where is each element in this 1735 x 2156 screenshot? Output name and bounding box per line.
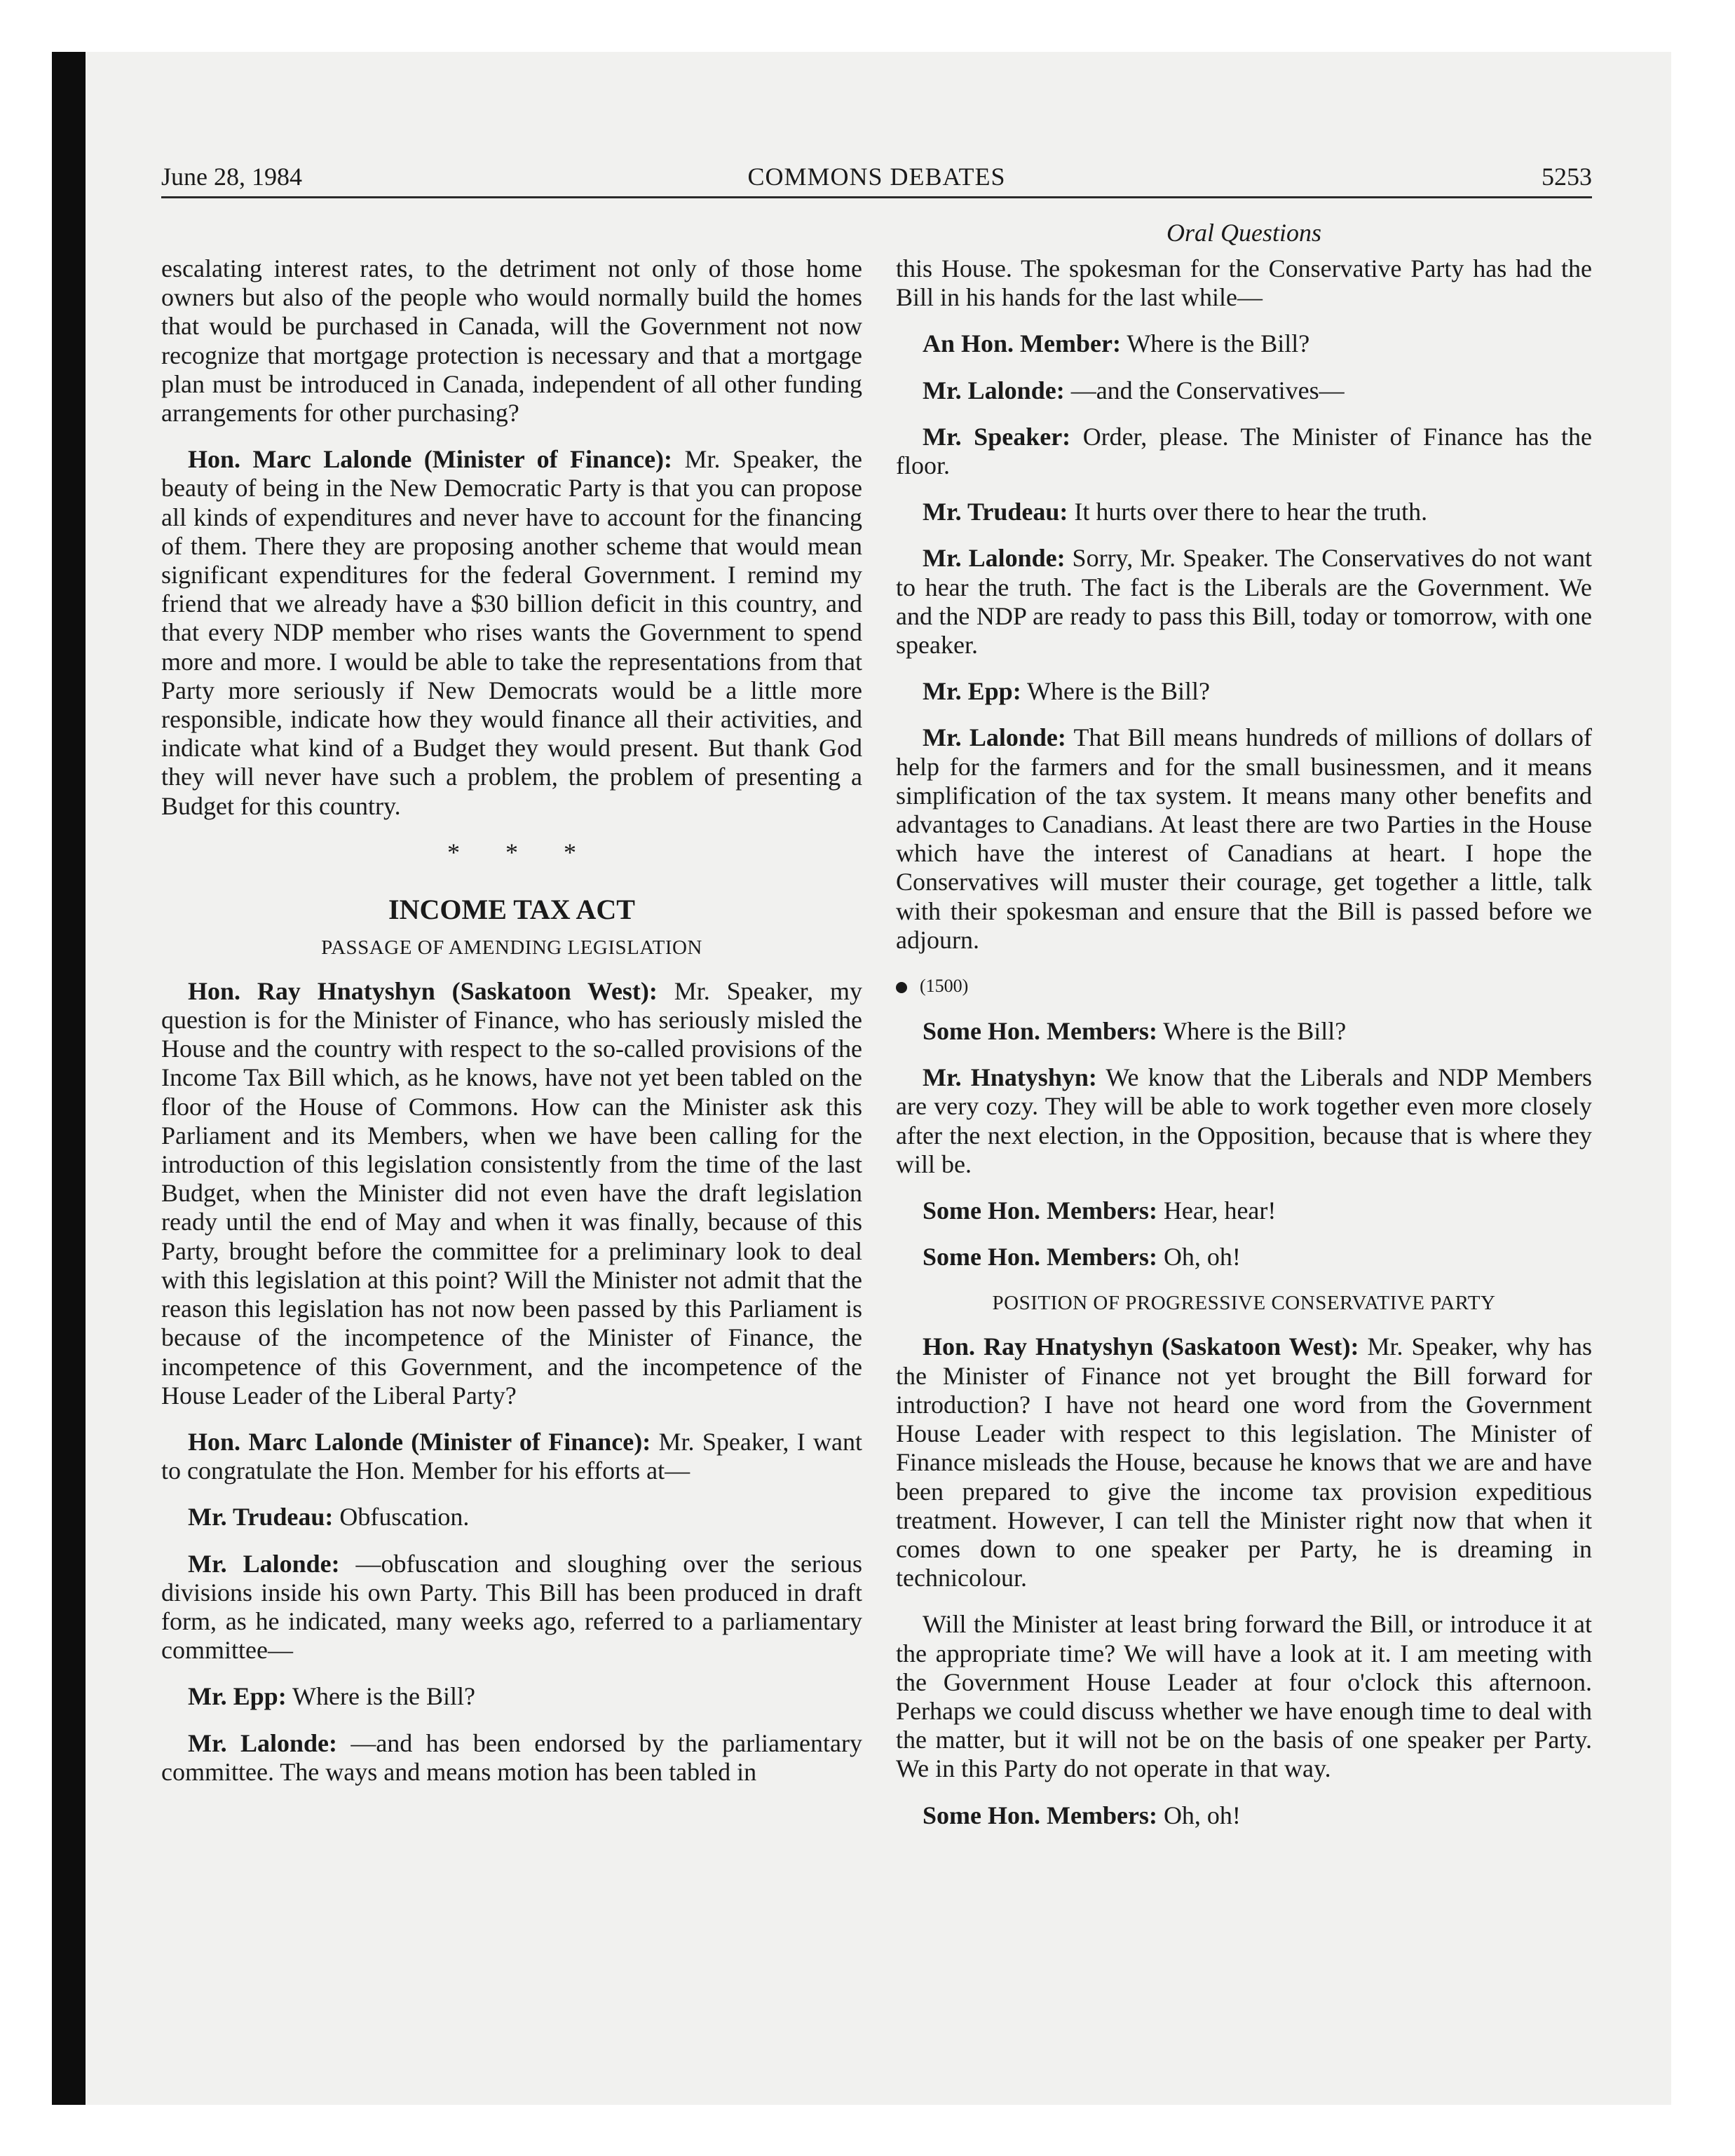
speaker: Some Hon. Members:	[923, 1243, 1157, 1271]
paragraph: Will the Minister at least bring forward the Bill, or introduce it at the appropriate time? We will have a look at it. I am meeting with the Government House Leader at four o'clock this afternoon. Perhaps we could discuss whether we have enough time to deal with the matter, but it will not be on the basis of one speaker per Party. We in this Party do not operate in that way.	[896, 1610, 1592, 1783]
paragraph: this House. The spokesman for the Conservative Party has had the Bill in his hands for the last while—	[896, 254, 1592, 312]
speaker: Mr. Epp:	[923, 677, 1021, 706]
speaker: Some Hon. Members:	[923, 1196, 1157, 1225]
time-marker-text: (1500)	[920, 976, 969, 997]
speech-text: —and has been endorsed by the parliamentary committee. The ways and means motion has been tabled in	[161, 1728, 862, 1786]
speech	[161, 1729, 862, 1787]
speaker: Hon. Ray Hnatyshyn (Saskatoon West):	[188, 976, 658, 1005]
speech	[161, 445, 862, 821]
header-publication: COMMONS DEBATES	[747, 163, 1006, 191]
speech	[896, 677, 1592, 706]
speech-text: Obfuscation.	[333, 1503, 470, 1531]
speaker: Mr. Lalonde:	[188, 1549, 340, 1578]
speaker: Mr. Trudeau:	[923, 498, 1068, 526]
speech-text: —obfuscation and sloughing over the serious divisions inside his own Party. This Bill has been produced in draft form, as he indicated, many weeks ago, referred to a parliamentary committee—	[161, 1549, 862, 1665]
speaker: Hon. Marc Lalonde (Minister of Finance):	[188, 445, 673, 474]
speaker: Some Hon. Members:	[923, 1801, 1157, 1829]
speech-text: We know that the Liberals and NDP Members are very cozy. They will be able to work together even more closely after the next election, in the Opposition, because that is where they will be.	[896, 1063, 1592, 1178]
speech	[896, 544, 1592, 660]
speech	[896, 498, 1592, 526]
speaker: An Hon. Member:	[923, 329, 1121, 358]
speech	[896, 1243, 1592, 1271]
speech	[896, 1196, 1592, 1225]
section-subheading: PASSAGE OF AMENDING LEGISLATION	[321, 936, 702, 959]
section-heading: INCOME TAX ACT	[388, 893, 635, 925]
header-date: June 28, 1984	[161, 163, 302, 191]
speech-text: Mr. Speaker, my question is for the Minister of Finance, who has seriously misled the House and the country with respect to the so-called provisions of the Income Tax Bill which, as he knows, have not yet been tabled on the floor of the House of Commons. How can the Minister ask this Parliament and its Members, when we have been calling for the introduction of this legislation consistently from the time of the last Budget, when the Minister did not even have the draft legislation ready until the end of May and when it was finally, because of this Party, brought before the committee for a preliminary look to deal with this legislation at this point? Will the Minister not admit that the reason this legislation has not now been passed by this Parliament is because of the incompetence of the Minister of Finance, the incompetence of this Government, and the incompetence of the House Leader of the Liberal Party?	[161, 976, 862, 1410]
speech	[161, 1503, 862, 1531]
speech	[896, 1063, 1592, 1179]
speech-text: Where is the Bill?	[286, 1682, 475, 1711]
speaker: Mr. Trudeau:	[188, 1503, 334, 1531]
speaker: Hon. Ray Hnatyshyn (Saskatoon West):	[923, 1332, 1359, 1361]
speech-text: Where is the Bill?	[1021, 677, 1210, 706]
section-label: Oral Questions	[1166, 219, 1321, 247]
speech	[896, 1017, 1592, 1046]
speech-text: Hear, hear!	[1157, 1196, 1277, 1225]
speech	[896, 723, 1592, 955]
speaker: Hon. Marc Lalonde (Minister of Finance):	[188, 1427, 651, 1456]
speaker: Mr. Lalonde:	[923, 376, 1065, 404]
speech-text: Order, please. The Minister of Finance has the floor.	[896, 422, 1593, 480]
speech	[161, 1550, 862, 1665]
speech-text: Oh, oh!	[1157, 1801, 1241, 1829]
running-head	[161, 158, 1592, 195]
speech-text: —and the Conservatives—	[1064, 376, 1345, 404]
binding-edge	[52, 52, 86, 2105]
time-marker	[896, 972, 1592, 1000]
speech	[161, 1682, 862, 1711]
speaker: Mr. Speaker:	[923, 422, 1071, 451]
speech-text: Sorry, Mr. Speaker. The Conservatives do not want to hear the truth. The fact is the Liberals are the Government. We and the NDP are ready to pass this Bill, today or tomorrow, with one speaker.	[896, 544, 1592, 660]
left-column	[161, 254, 862, 1787]
bullet-icon	[896, 982, 907, 993]
speech-text: It hurts over there to hear the truth.	[1068, 498, 1428, 526]
speaker: Some Hon. Members:	[923, 1017, 1157, 1046]
speech	[161, 1428, 862, 1485]
speech-text: Mr. Speaker, why has the Minister of Finance not yet brought the Bill forward for introduction? I have not heard one word from the Government House Leader with respect to this legislation. The Minister of Finance misleads the House, because he knows that we are and have been prepared to give the income tax provision expeditious treatment. However, I can tell the Minister right now that when it comes down to one speaker per Party, he is dreaming in technicolour.	[896, 1332, 1592, 1592]
right-column	[896, 254, 1592, 1830]
section-subheading: POSITION OF PROGRESSIVE CONSERVATIVE PARTY	[992, 1292, 1496, 1315]
speech-text: Oh, oh!	[1157, 1243, 1241, 1271]
speech-text: Where is the Bill?	[1120, 329, 1310, 358]
speech	[896, 329, 1592, 358]
speech	[161, 977, 862, 1410]
speaker: Mr. Lalonde:	[923, 544, 1066, 573]
section-separator: * * *	[447, 838, 596, 866]
speech	[896, 1801, 1592, 1830]
speech	[896, 423, 1592, 480]
speech	[896, 1332, 1592, 1592]
speech-text: Where is the Bill?	[1157, 1017, 1347, 1046]
speaker: Mr. Hnatyshyn:	[923, 1063, 1097, 1092]
paragraph: escalating interest rates, to the detriment not only of those home owners but also of the people who would normally build the homes that would be purchased in Canada, will the Government not now recognize that mortgage protection is necessary and that a mortgage plan must be introduced in Canada, independent of all other funding arrangements for other purchasing?	[161, 254, 862, 428]
header-page-number: 5253	[1542, 163, 1592, 191]
speaker: Mr. Lalonde:	[188, 1728, 337, 1757]
speech-text: Mr. Speaker, I want to congratulate the Hon. Member for his efforts at—	[161, 1427, 862, 1485]
speech	[896, 376, 1592, 405]
speech-text: That Bill means hundreds of millions of dollars of help for the farmers and for the small businessmen, and it means simplification of the tax system. It means many other benefits and advantages to Canadians. At least there are two Parties in the House which have the interest of Canadians at heart. I hope the Conservatives will muster their courage, get together a little, talk with their spokesman and ensure that the Bill is passed before we adjourn.	[896, 723, 1592, 954]
speaker: Mr. Lalonde:	[923, 723, 1066, 752]
header-rule	[161, 196, 1592, 198]
speech-text: Mr. Speaker, the beauty of being in the New Democratic Party is that you can propose all kinds of expenditures and never have to account for the financing of them. There they are proposing another scheme that would mean significant expenditures for the federal Government. I remind my friend that we already have a $30 billion deficit in this country, and that every NDP member who rises wants the Government to spend more and more. I would be able to take the representations from that Party more seriously if New Democrats would be a little more responsible, indicate how they would finance all their activities, and indicate what kind of a Budget they would present. But thank God they will never have such a problem, the problem of presenting a Budget for this country.	[161, 445, 862, 820]
speaker: Mr. Epp:	[188, 1682, 287, 1711]
